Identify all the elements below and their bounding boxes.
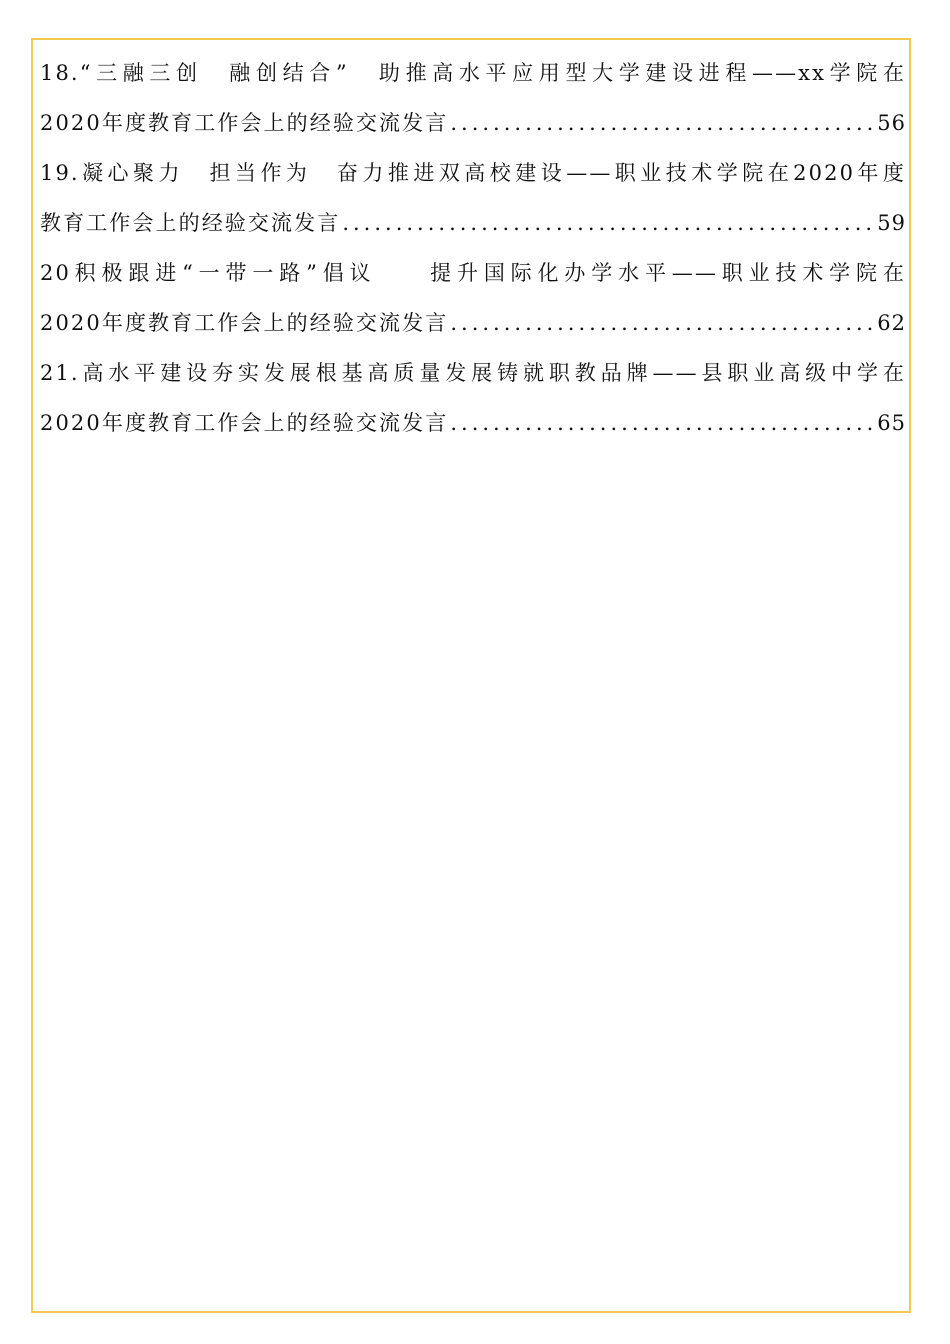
toc-entry-title: 20积极跟进“一带一路”倡议 提升国际化办学水平——职业技术学院在 [40, 261, 906, 285]
page-number: 62 [877, 311, 906, 335]
toc-entry-20[interactable] [40, 248, 906, 348]
toc-entry-title-continued: 2020年度教育工作会上的经验交流发言 [40, 411, 449, 435]
dot-leader [450, 98, 875, 148]
toc-entry-title: 21.高水平建设夯实发展根基高质量发展铸就职教品牌——县职业高级中学在 [40, 361, 906, 385]
toc-entry-title-continued: 2020年度教育工作会上的经验交流发言 [40, 111, 449, 135]
page-number: 65 [877, 411, 906, 435]
page-number: 59 [877, 211, 906, 235]
dot-leader [450, 298, 875, 348]
toc-entry-title-continued: 2020年度教育工作会上的经验交流发言 [40, 311, 449, 335]
toc-entry-title-continued: 教育工作会上的经验交流发言 [40, 211, 341, 235]
dot-leader [450, 398, 875, 448]
dot-leader [342, 198, 875, 248]
toc-entry-18[interactable] [40, 48, 906, 148]
toc-entry-21[interactable] [40, 348, 906, 448]
toc-entry-19[interactable] [40, 148, 906, 248]
page-number: 56 [877, 111, 906, 135]
table-of-contents [40, 48, 906, 448]
toc-entry-title: 18.“三融三创 融创结合” 助推高水平应用型大学建设进程——xx学院在 [40, 61, 906, 85]
toc-entry-title: 19.凝心聚力 担当作为 奋力推进双高校建设——职业技术学院在2020年度 [40, 161, 906, 185]
